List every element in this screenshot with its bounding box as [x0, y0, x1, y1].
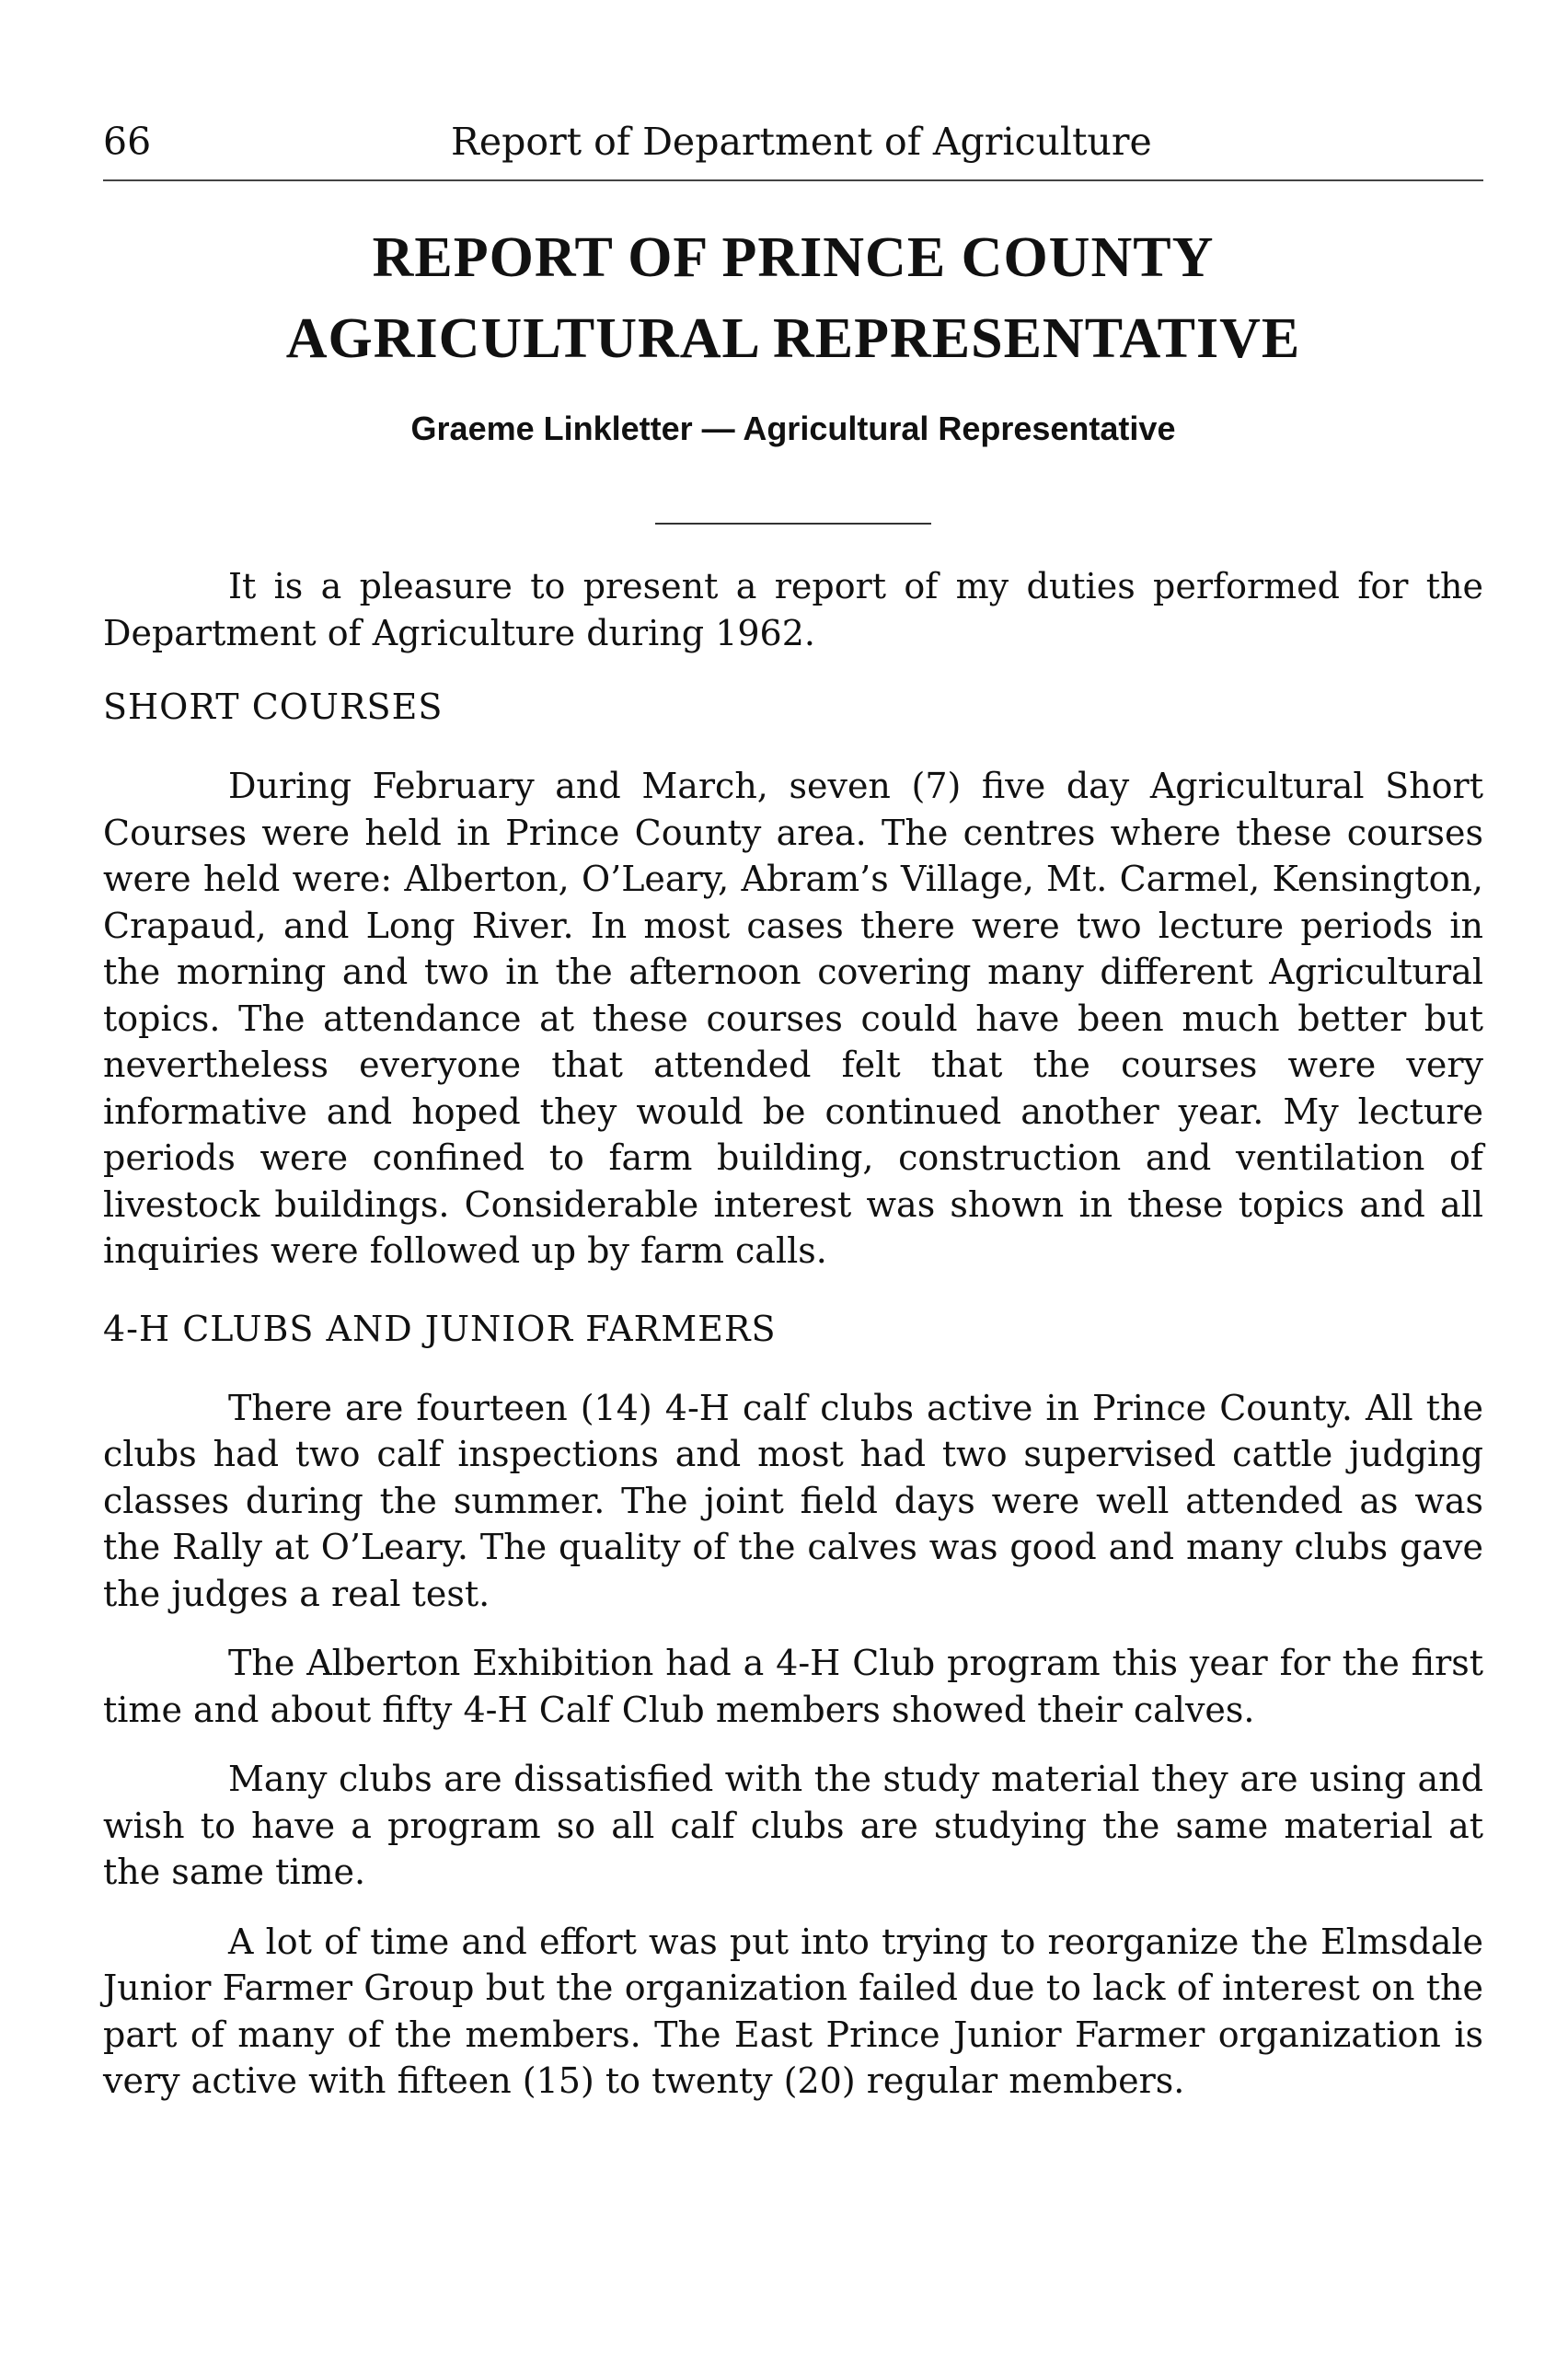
clubs-paragraph-3: Many clubs are dissatisfied with the study material they are using and wish to have a program so all calf clubs are studying the same material at the same time. — [103, 1759, 1483, 1892]
clubs-heading: 4-H CLUBS AND JUNIOR FARMERS — [103, 1308, 777, 1349]
report-title — [103, 217, 1483, 379]
clubs-paragraph-1: There are fourteen (14) 4-H calf clubs active in Prince County. All the clubs had two calf inspections and most had two supervised cattle judging classes during the summer. The joint field days were well attended as was the Rally at O’Leary. The quality of the calves was good and many clubs gave the judges a real test. — [103, 1387, 1483, 1614]
page-number: 66 — [103, 120, 152, 164]
clubs-paragraph-2: The Alberton Exhibition had a 4-H Club program this year for the first time and about fifty 4-H Calf Club members showed their calves. — [103, 1643, 1483, 1730]
intro-paragraph: It is a pleasure to present a report of my duties performed for the Department of Agriculture during 1962. — [103, 566, 1483, 653]
running-header — [103, 114, 1483, 169]
report-title-line-1: REPORT OF PRINCE COUNTY — [372, 226, 1215, 289]
author-byline: Graeme Linkletter — Agricultural Representative — [410, 410, 1176, 447]
header-rule — [103, 179, 1483, 181]
running-title: Report of Department of Agriculture — [451, 120, 1152, 164]
short-courses-heading: SHORT COURSES — [103, 687, 444, 727]
report-title-line-2: AGRICULTURAL REPRESENTATIVE — [285, 307, 1301, 370]
section-divider — [655, 523, 931, 525]
report-body — [103, 563, 1483, 2128]
short-courses-paragraph: During February and March, seven (7) five day Agricultural Short Courses were held in Prince County area. The centres where these courses were held were: Alberton, O’Leary, Abram’s Village, Mt. Carmel, Kensington, Crapaud, and Long River. In most cases there were two lecture periods in the morning and two in the afternoon covering many different Agricultural topics. The attendance at these courses could have been much better but nevertheless everyone that attended felt that the courses were very informative and hoped they would be continued another year. My lecture periods were confined to farm building, construction and ventilation of livestock buildings. Considerable interest was shown in these topics and all inquiries were followed up by farm calls. — [103, 766, 1483, 1271]
clubs-paragraph-4: A lot of time and effort was put into trying to reorganize the Elmsdale Junior Farmer Group but the organization failed due to lack of interest on the part of many of the members. The East Prince Junior Farmer organization is very active with fifteen (15) to twenty (20) regular members. — [103, 1921, 1483, 2101]
